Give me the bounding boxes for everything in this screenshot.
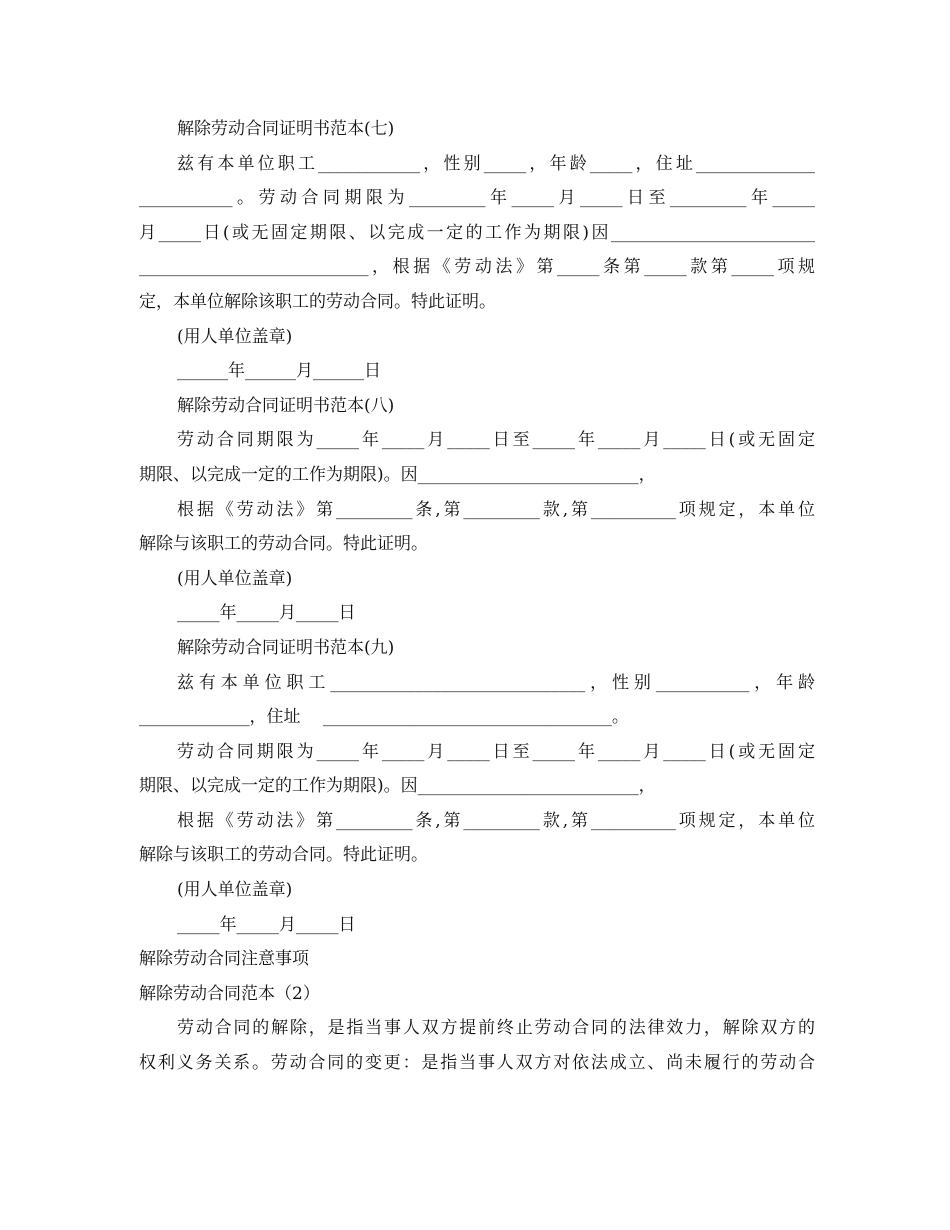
text-line: 解除劳动合同注意事项: [139, 949, 309, 970]
text-line: 月_____日(或无固定期限、以完成一定的工作为期限)因________________________: [139, 222, 815, 243]
text-line: 解除劳动合同证明书范本(九): [177, 637, 395, 658]
text-line: 兹有本单位职工______________________________，性别___________，年龄: [177, 672, 815, 693]
document-page: [139, 112, 815, 1081]
text-line: (用人单位盖章): [177, 326, 293, 347]
text-line: 期限、以完成一定的工作为期限)。因__________________________，: [139, 776, 656, 797]
text-line: 劳动合同期限为_____年_____月_____日至_____年_____月_____日(或无固定: [177, 741, 815, 762]
text-line: (用人单位盖章): [177, 880, 293, 901]
text-line: ___________。劳动合同期限为_________年_____月_____日至_________年_____: [139, 188, 815, 209]
text-line: 兹有本单位职工____________，性别_____，年龄_____，住址______________: [177, 153, 815, 174]
text-line: 劳动合同的解除，是指当事人双方提前终止劳动合同的法律效力，解除双方的: [177, 1018, 815, 1039]
text-line: 解除劳动合同范本（2）: [139, 983, 320, 1004]
text-line: 解除与该职工的劳动合同。特此证明。: [139, 845, 428, 866]
text-line: _____________，住址 __________________________________。: [139, 707, 629, 728]
text-line: 根据《劳动法》第_________条,第_________款,第__________项规定，本单位: [177, 499, 815, 520]
text-line: ___________________________，根据《劳动法》第_____条第_____款第_____项规: [139, 257, 815, 278]
text-line: 权利义务关系。劳动合同的变更：是指当事人双方对依法成立、尚未履行的劳动合: [139, 1053, 815, 1074]
text-line: _____年_____月_____日: [177, 603, 356, 624]
text-line: 解除与该职工的劳动合同。特此证明。: [139, 534, 428, 555]
text-line: 解除劳动合同证明书范本(八): [177, 395, 395, 416]
text-line: (用人单位盖章): [177, 568, 293, 589]
text-line: 根据《劳动法》第_________条,第_________款,第__________项规定，本单位: [177, 810, 815, 831]
text-line: _____年_____月_____日: [177, 914, 356, 935]
text-line: 劳动合同期限为_____年_____月_____日至_____年_____月_____日(或无固定: [177, 430, 815, 451]
text-line: 解除劳动合同证明书范本(七): [177, 119, 395, 139]
text-line: 定，本单位解除该职工的劳动合同。特此证明。: [139, 291, 496, 312]
text-line: 期限、以完成一定的工作为期限)。因__________________________，: [139, 464, 656, 485]
text-line: ______年______月______日: [177, 361, 381, 382]
